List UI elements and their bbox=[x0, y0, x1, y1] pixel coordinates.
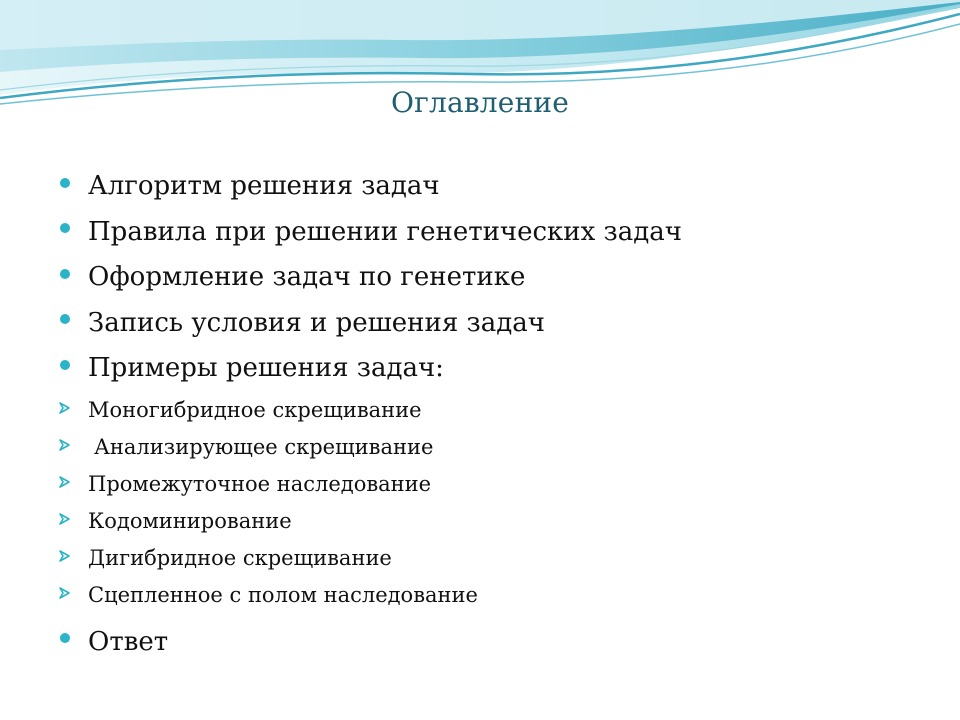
toc-subitem-label: Дигибридное скрещивание bbox=[88, 545, 392, 570]
toc-item[interactable] bbox=[58, 620, 918, 666]
toc-item[interactable] bbox=[58, 164, 918, 210]
table-of-contents bbox=[58, 164, 918, 665]
toc-subitem-label: Моногибридное скрещивание bbox=[88, 397, 422, 422]
toc-subitem-label: Сцепленное с полом наследование bbox=[88, 582, 478, 607]
toc-item-label: Правила при решении генетических задач bbox=[88, 216, 682, 247]
toc-item-label: Запись условия и решения задач bbox=[88, 307, 545, 338]
toc-item[interactable] bbox=[58, 210, 918, 256]
arrow-bullet-icon bbox=[58, 438, 72, 452]
dot-bullet-icon bbox=[60, 360, 70, 370]
slide-title: Оглавление bbox=[390, 86, 570, 119]
arrow-bullet-icon bbox=[58, 401, 72, 415]
arrow-bullet-icon bbox=[58, 549, 72, 563]
toc-item-label: Алгоритм решения задач bbox=[88, 171, 440, 201]
arrow-bullet-icon bbox=[58, 512, 72, 526]
dot-bullet-icon bbox=[60, 633, 70, 643]
arrow-bullet-icon bbox=[58, 475, 72, 489]
toc-subitem-label: Кодоминирование bbox=[88, 508, 292, 533]
arrow-bullet-icon bbox=[58, 586, 72, 600]
toc-item[interactable] bbox=[58, 255, 918, 301]
toc-item-label: Оформление задач по генетике bbox=[88, 262, 526, 292]
toc-subitem[interactable] bbox=[58, 466, 918, 503]
dot-bullet-icon bbox=[60, 269, 70, 279]
toc-item-label: Примеры решения задач: bbox=[88, 353, 444, 383]
toc-subitem-label: Анализирующее скрещивание bbox=[94, 434, 434, 459]
toc-subitem[interactable] bbox=[58, 392, 918, 429]
toc-subitem[interactable] bbox=[58, 503, 918, 540]
toc-subitem[interactable] bbox=[58, 429, 918, 466]
toc-subitem-label: Промежуточное наследование bbox=[88, 471, 432, 496]
dot-bullet-icon bbox=[60, 178, 70, 188]
toc-subitem[interactable] bbox=[58, 540, 918, 577]
toc-item[interactable] bbox=[58, 346, 918, 392]
toc-subitem[interactable] bbox=[58, 577, 918, 614]
toc-item-label: Ответ bbox=[88, 626, 169, 657]
toc-item[interactable] bbox=[58, 301, 918, 347]
dot-bullet-icon bbox=[60, 314, 70, 324]
dot-bullet-icon bbox=[60, 223, 70, 233]
